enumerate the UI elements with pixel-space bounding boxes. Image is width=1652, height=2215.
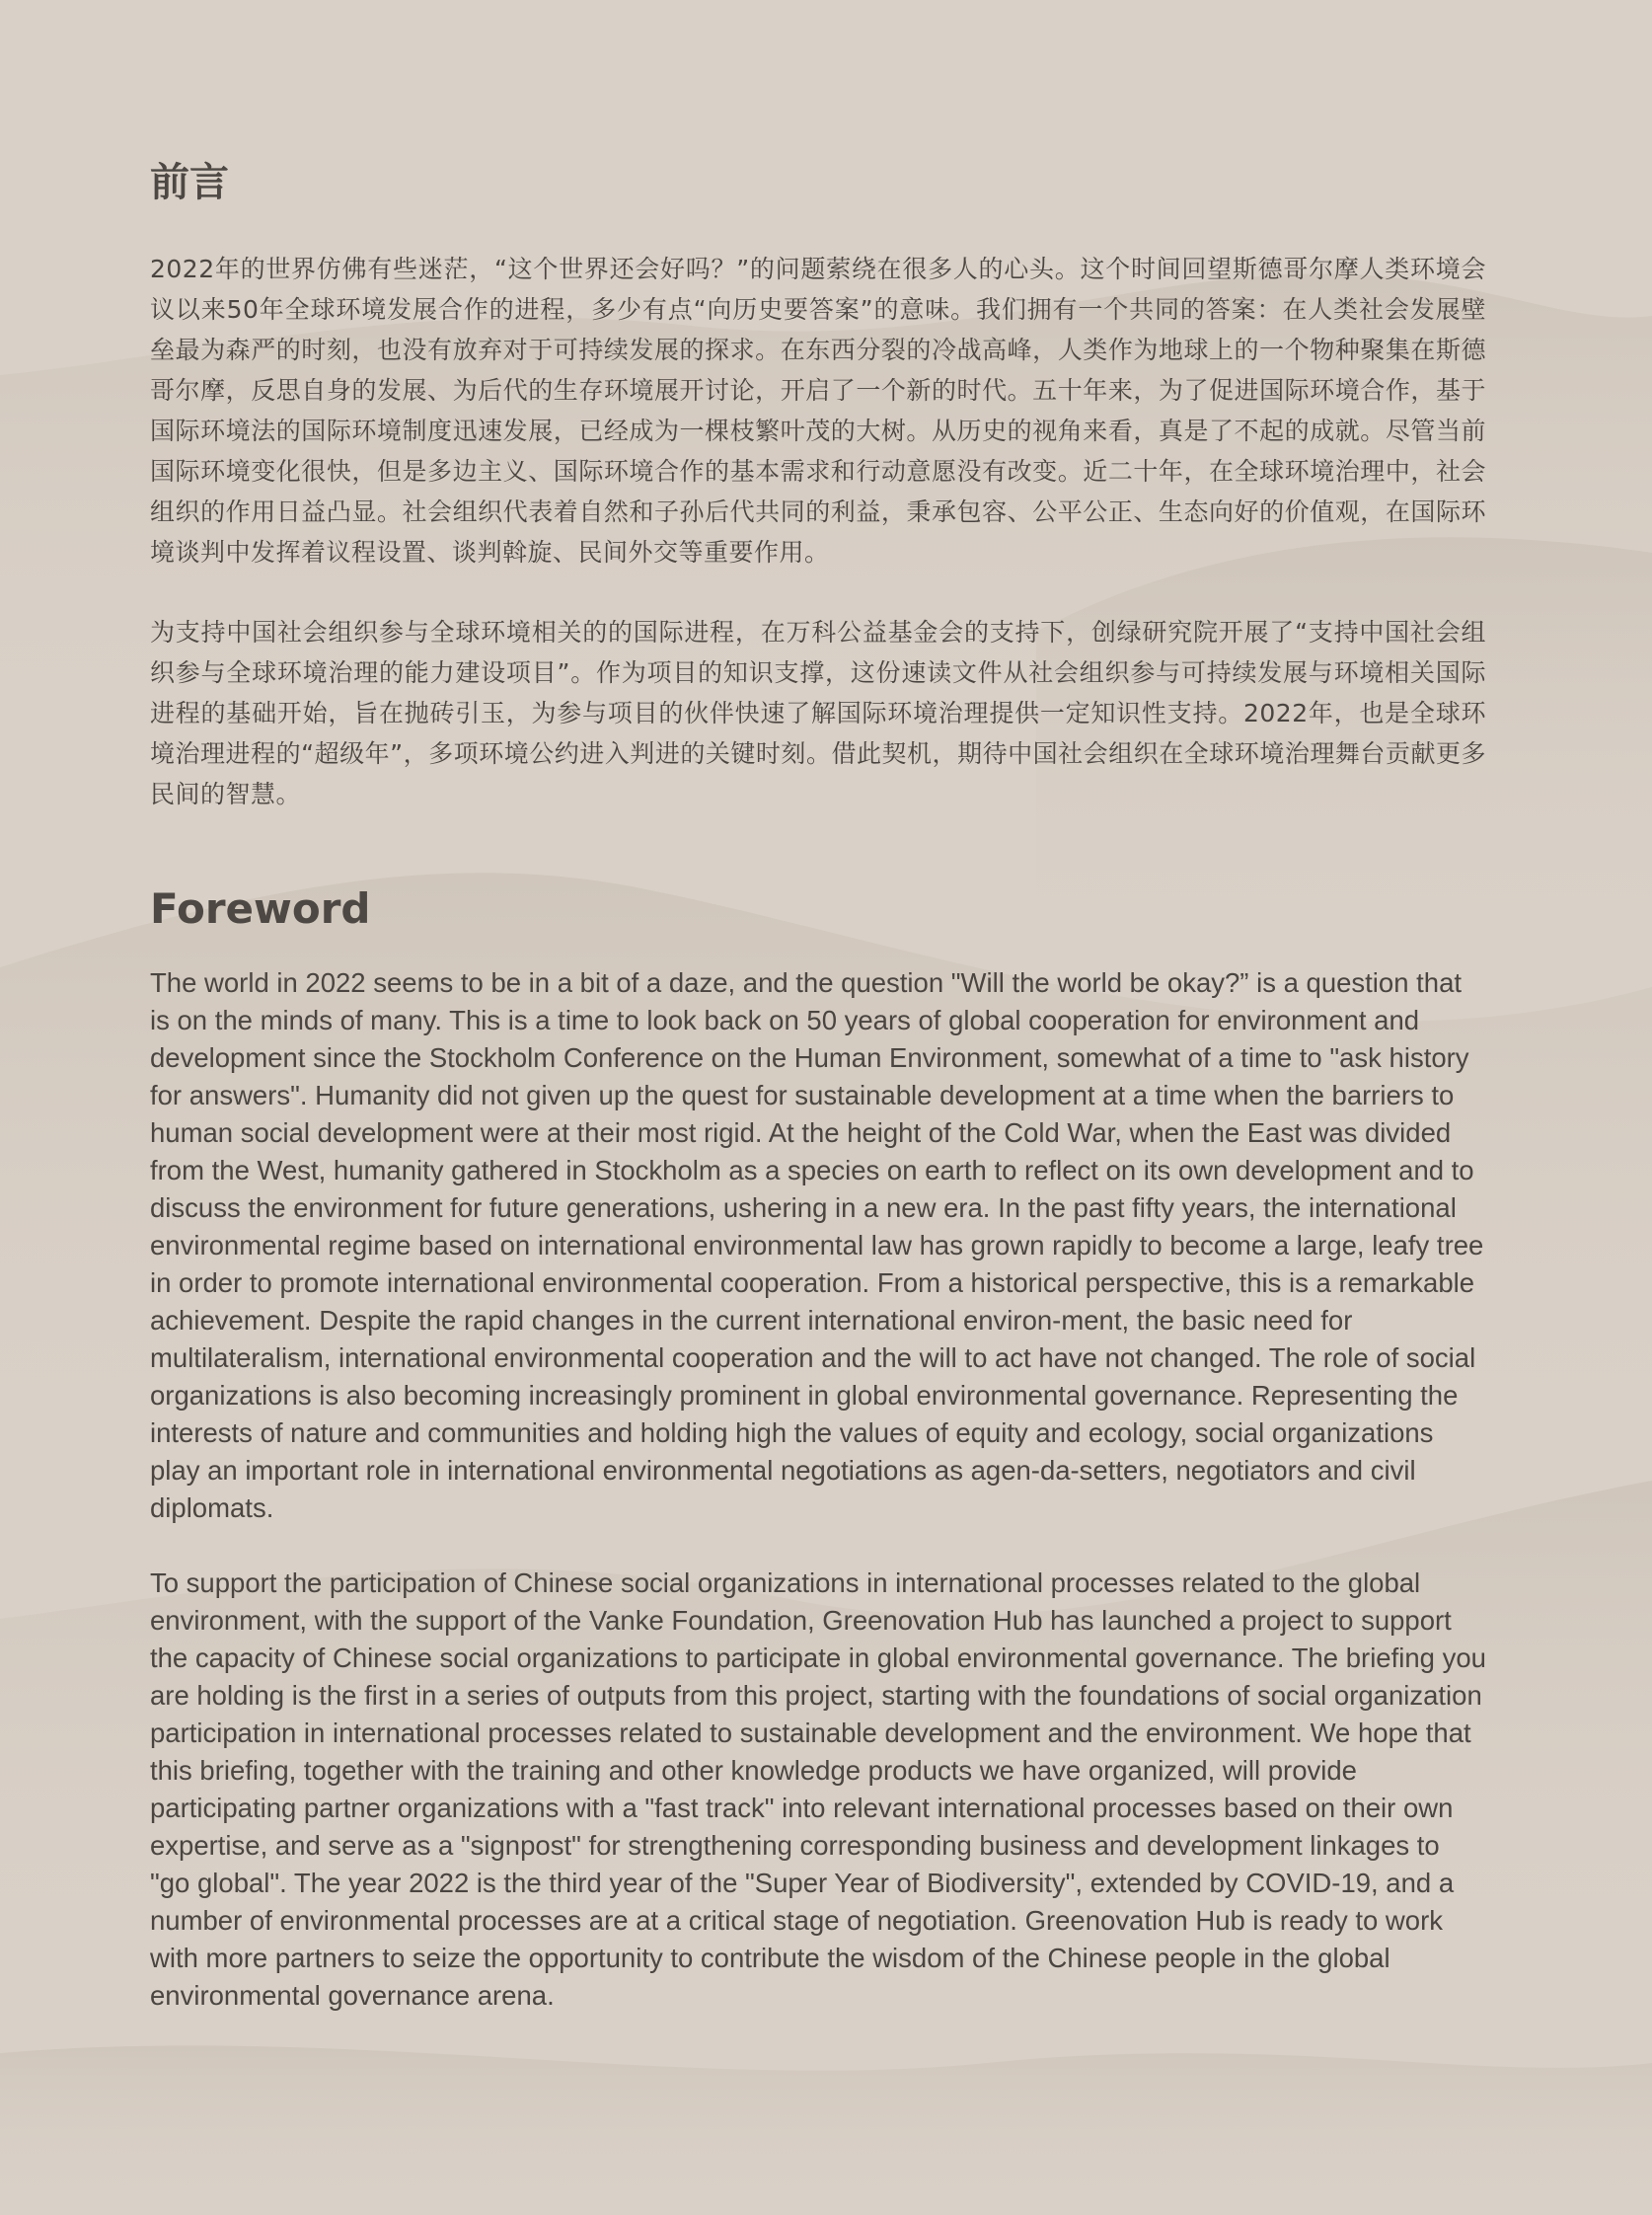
preface-paragraph-2: 为支持中国社会组织参与全球环境相关的的国际进程，在万科公益基金会的支持下，创绿研究院开展了“支持中国社会组织参与全球环境治理的能力建设项目”。作为项目的知识支撑，这份速读文件从社会组织参与可持续发展与环境相关国际进程的基础开始，旨在抛砖引玉，为参与项目的伙伴快速了解国际环境治理提供一定知识性支持。2022年，也是全球环境治理进程的“超级年”，多项环境公约进入判进的关键时刻。借此契机，期待中国社会组织在全球环境治理舞台贡献更多民间的智慧。	[150, 618, 1486, 808]
foreword-paragraph-1: The world in 2022 seems to be in a bit of a daze, and the question "Will the world be okay?” is a question that is on the minds of many. This is a time to look back on 50 years of global cooperation for environment and development since the Stockholm Conference on the Human Environment, somewhat of a time to "ask history for answers". Humanity did not given up the quest for sustainable development at a time when the barriers to human social development were at their most rigid. At the height of the Cold War, when the East was divided from the West, humanity gathered in Stockholm as a species on earth to reflect on its own development and to discuss the environment for future generations, ushering in a new era. In the past fifty years, the international environmental regime based on international environmental law has grown rapidly to become a large, leafy tree in order to promote international environmental cooperation. From a historical perspective, this is a remarkable achievement. Despite the rapid changes in the current international environ-ment, the basic need for multilateralism, international environmental cooperation and the will to act have not changed. The role of social organizations is also becoming increasingly prominent in global environmental governance. Representing the interests of nature and communities and holding high the values of equity and ecology, social organizations play an important role in international environmental negotiations as agen-da-setters, negotiators and civil diplomats.	[150, 967, 1484, 1523]
foreword-paragraph-2: To support the participation of Chinese social organizations in international processes related to the global environment, with the support of the Vanke Foundation, Greenovation Hub has launched a project to support the capacity of Chinese social organizations to participate in global environmental governance. The briefing you are holding is the first in a series of outputs from this project, starting with the foundations of social organization participation in international processes related to sustainable development and the environment. We hope that this briefing, together with the training and other knowledge products we have organized, will provide participating partner organizations with a "fast track" into relevant international processes based on their own expertise, and serve as a "signpost" for strengthening corresponding business and development linkages to "go global". The year 2022 is the third year of the "Super Year of Biodiversity", extended by COVID-19, and a number of environmental processes are at a critical stage of negotiation. Greenovation Hub is ready to work with more partners to seize the opportunity to contribute the wisdom of the Chinese people in the global environmental governance arena.	[150, 1567, 1486, 2011]
document-page	[150, 158, 1486, 2052]
preface-paragraph-1: 2022年的世界仿佛有些迷茫，“这个世界还会好吗？”的问题萦绕在很多人的心头。这个时间回望斯德哥尔摩人类环境会议以来50年全球环境发展合作的进程，多少有点“向历史要答案”的意味。我们拥有一个共同的答案：在人类社会发展壁垒最为森严的时刻，也没有放弃对于可持续发展的探求。在东西分裂的冷战高峰，人类作为地球上的一个物种聚集在斯德哥尔摩，反思自身的发展、为后代的生存环境展开讨论，开启了一个新的时代。五十年来，为了促进国际环境合作，基于国际环境法的国际环境制度迅速发展，已经成为一棵枝繁叶茂的大树。从历史的视角来看，真是了不起的成就。尽管当前国际环境变化很快，但是多边主义、国际环境合作的基本需求和行动意愿没有改变。近二十年，在全球环境治理中，社会组织的作用日益凸显。社会组织代表着自然和子孙后代共同的利益，秉承包容、公平公正、生态向好的价值观，在国际环境谈判中发挥着议程设置、谈判斡旋、民间外交等重要作用。	[150, 255, 1486, 567]
foreword-title: Foreword	[150, 884, 371, 933]
mountain-ridge-bottom	[0, 2045, 1652, 2215]
preface-title: 前言	[150, 160, 229, 205]
